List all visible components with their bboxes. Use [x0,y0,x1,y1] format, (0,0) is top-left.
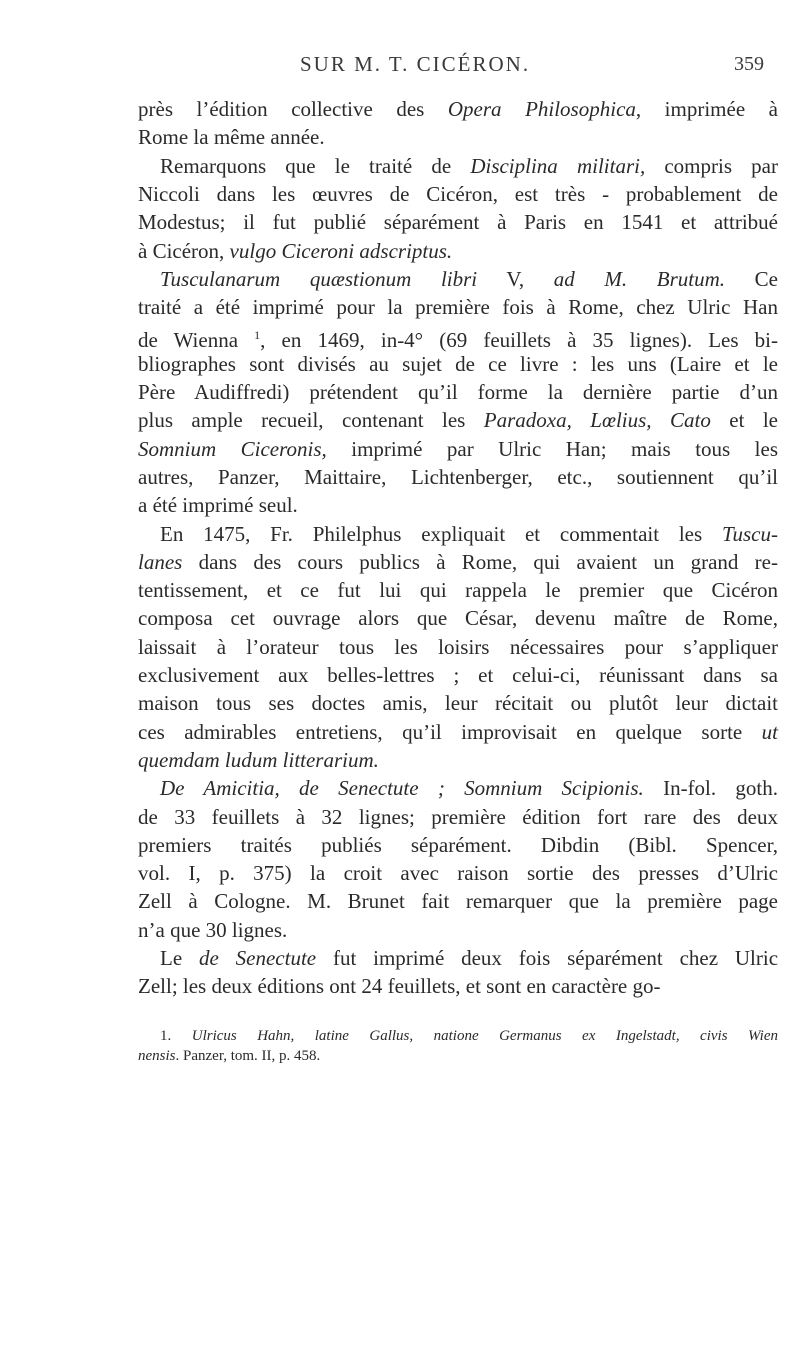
text-line [138,718,778,746]
text-run: Zell à Cologne. M. Brunet fait remarquer que la première page [138,889,778,914]
running-title: SUR M. T. CICÉRON. [300,52,531,76]
text-run: Remarquons que le traité de [160,153,471,178]
text-run: et le [710,408,778,433]
text-run: compris par [645,153,778,178]
text-run: Le [160,946,199,970]
text-run: bliographes sont divisés au sujet de ce livre : les uns (Laire et le [138,351,778,376]
text-run: tentissement, et ce fut lui qui rappela le premier que Cicéron [138,578,778,603]
text-line [138,95,778,123]
text-line [138,463,778,491]
text-line [138,208,778,236]
footnote-line [160,1026,778,1046]
text-line [160,774,778,802]
text-run: autres, Panzer, Maittaire, Lichtenberger, etc., soutiennent qu’il [138,464,778,489]
text-line [160,944,778,972]
text-run: composa cet ouvrage alors que César, devenu maître de Rome, [138,606,778,631]
text-run: premiers traités publiés séparément. Dibdin (Bibl. Spencer, [138,832,778,857]
text-run: vol. I, p. 375) la croit avec raison sortie des presses d’Ulric [138,861,778,886]
text-run: de Wienna [138,328,255,353]
text-line [138,180,778,208]
text-line [138,237,778,265]
text-run: de Senectute [199,946,317,970]
text-run: Modestus; il fut publié séparément à Paris en 1541 et attribué [138,210,778,235]
text-run: a été imprimé seul. [138,493,298,518]
text-run: Somnium Ciceronis, [138,436,327,461]
footnote-run: nensis [138,1048,176,1064]
text-line [138,972,778,1000]
text-line [160,520,778,548]
text-line [138,859,778,887]
text-line [138,661,778,689]
text-run: traité a été imprimé pour la première fois à Rome, chez Ulric Han [138,295,778,320]
text-run: Ce [725,266,778,291]
text-run: laissait à l’orateur tous les loisirs nécessaires pour s’appliquer [138,634,778,659]
text-line [138,803,778,831]
text-run: près l’édition collective des [138,97,448,121]
text-run: vulgo Ciceroni adscriptus. [229,238,453,263]
footnote-run: Ulricus Hahn, latine Gallus, natione Germanus ex Ingelstadt, civis Wien [191,1028,779,1044]
text-line [138,576,778,604]
text-run: ut [761,719,778,744]
text-run: , en 1469, in-4° (69 feuillets à 35 lignes). Les bi- [260,328,778,353]
text-run: Tusculanarum quæstionum libri [160,266,478,291]
text-run: imprimé par Ulric Han; mais tous les [326,436,778,461]
text-line [138,491,778,519]
text-line [138,916,778,944]
text-line [138,746,778,774]
footnote-run: 1. [160,1028,192,1044]
text-line [160,265,778,293]
text-run: Père Audiffredi) prétendent qu’il forme la dernière partie d’un [138,380,778,404]
text-line [138,350,778,378]
text-line [138,548,778,576]
text-run: En 1475, Fr. Philelphus expliquait et commentait les [160,521,722,546]
footnote-line [138,1046,778,1066]
text-run: Disciplina militari, [470,153,646,178]
text-line [138,633,778,661]
text-run: Niccoli dans les œuvres de Cicéron, est très - probablement de [138,181,778,206]
text-line [160,152,778,180]
text-line [138,406,778,434]
text-run: Zell; les deux éditions ont 24 feuillets, et sont en caractère go- [138,974,661,999]
text-run: In-fol. goth. [643,776,778,801]
text-run: Opera Philosophica [447,97,636,121]
text-line [138,293,778,321]
footnote-run: . Panzer, tom. II, p. 458. [175,1048,321,1064]
text-run: à Cicéron, [138,238,230,263]
text-run: De Amicitia, de Senectute ; Somnium Scipionis. [160,776,644,801]
text-run: ad M. Brutum. [553,266,726,291]
text-line [138,887,778,915]
text-run: Paradoxa, Lœlius, Cato [483,408,711,433]
text-run: n’a que 30 lignes. [138,917,288,942]
text-run: 1 [254,328,261,343]
text-line [138,689,778,717]
text-line [138,435,778,463]
text-run: , imprimée à [635,97,778,121]
text-run: de 33 feuillets à 32 lignes; première édition fort rare des deux [138,804,778,829]
text-line [138,123,778,151]
text-run: lanes [138,549,183,574]
text-run: V, [477,266,554,291]
text-run: fut imprimé deux fois séparément chez Ulric [316,946,779,970]
text-line [138,831,778,859]
text-run: quemdam ludum litterarium. [138,747,379,772]
text-run: maison tous ses doctes amis, leur récitait ou plutôt leur dictait [138,691,778,716]
text-run: Tuscu- [721,521,778,546]
text-run: dans des cours publics à Rome, qui avaient un grand re- [182,549,778,574]
text-line [138,378,778,406]
page-number: 359 [734,53,764,75]
text-run: Rome la même année. [138,125,325,150]
text-run: plus ample recueil, contenant les [138,408,484,433]
text-line [138,604,778,632]
text-run: exclusivement aux belles-lettres ; et celui-ci, réunissant dans sa [138,663,778,687]
text-run: ces admirables entretiens, qu’il improvisait en quelque sorte [138,719,762,744]
